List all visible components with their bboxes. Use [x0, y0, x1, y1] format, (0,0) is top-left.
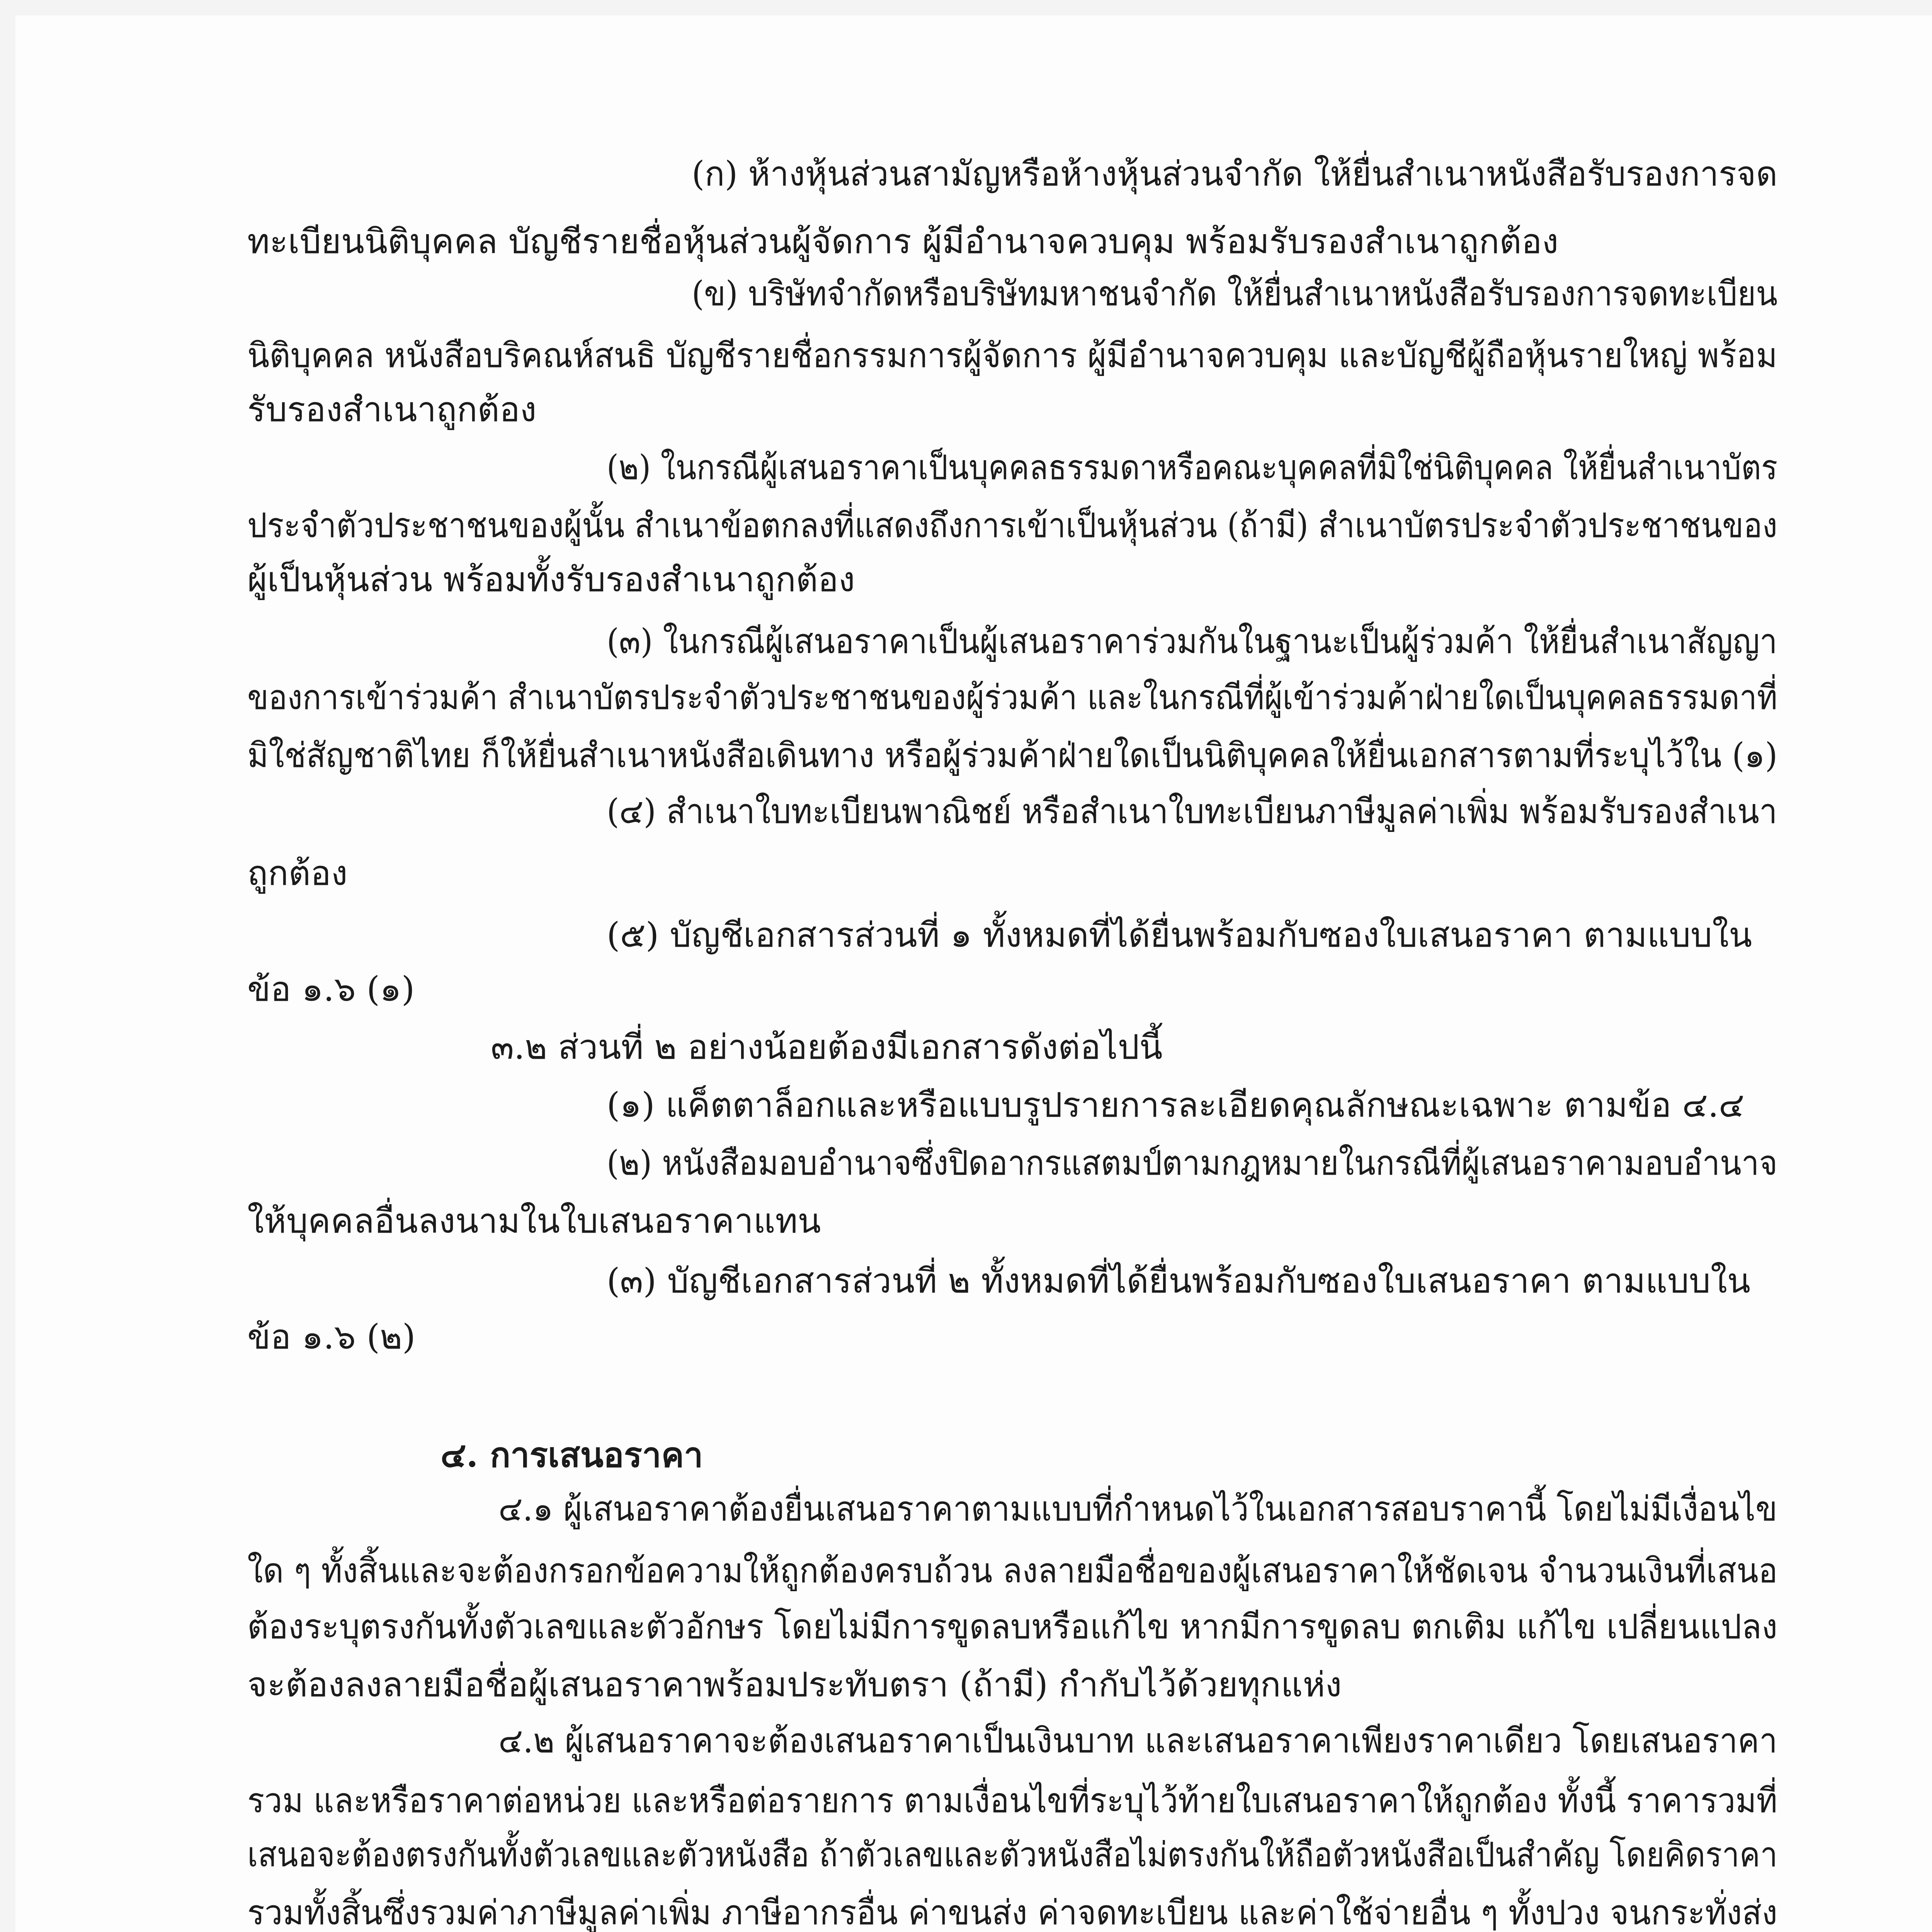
- text-line: (ก) ห้างหุ้นส่วนสามัญหรือห้างหุ้นส่วนจำกัด ให้ยื่นสำเนาหนังสือรับรองการจด: [692, 154, 1778, 194]
- text-line: (๑) แค็ตตาล็อกและหรือแบบรูปรายการละเอียดคุณลักษณะเฉพาะ ตามข้อ ๔.๔: [607, 1085, 1745, 1125]
- text-line: รวม และหรือราคาต่อหน่วย และหรือต่อรายการ ตามเงื่อนไขที่ระบุไว้ท้ายใบเสนอราคาให้ถูกต้อง ทั้งนี้ ราคารวมที่: [247, 1781, 1778, 1820]
- text-line: ผู้เป็นหุ้นส่วน พร้อมทั้งรับรองสำเนาถูกต้อง: [247, 560, 855, 599]
- text-line: (๓) ในกรณีผู้เสนอราคาเป็นผู้เสนอราคาร่วมกันในฐานะเป็นผู้ร่วมค้า ให้ยื่นสำเนาสัญญา: [607, 621, 1777, 661]
- text-line: ถูกต้อง: [247, 853, 348, 893]
- text-line: (๒) หนังสือมอบอำนาจซึ่งปิดอากรแสตมป์ตามกฎหมายในกรณีที่ผู้เสนอราคามอบอำนาจ: [607, 1143, 1778, 1183]
- text-line: นิติบุคคล หนังสือบริคณห์สนธิ บัญชีรายชื่อกรรมการผู้จัดการ ผู้มีอำนาจควบคุม และบัญชีผู้ถือหุ้นรายใหญ่ พร้อม: [247, 335, 1777, 375]
- text-line: ของการเข้าร่วมค้า สำเนาบัตรประจำตัวประชาชนของผู้ร่วมค้า และในกรณีที่ผู้เข้าร่วมค้าฝ่ายใดเป็นบุคคลธรรมดาที่: [247, 677, 1778, 717]
- text-line: (๕) บัญชีเอกสารส่วนที่ ๑ ทั้งหมดที่ได้ยื่นพร้อมกับซองใบเสนอราคา ตามแบบใน: [607, 915, 1752, 955]
- text-line: รับรองสำเนาถูกต้อง: [247, 389, 537, 429]
- section-heading: ๔. การเสนอราคา: [440, 1435, 703, 1475]
- text-line: ใด ๆ ทั้งสิ้นและจะต้องกรอกข้อความให้ถูกต้องครบถ้วน ลงลายมือชื่อของผู้เสนอราคาให้ชัดเจน จำนวนเงินที่เสนอ: [247, 1551, 1778, 1590]
- text-line: (๓) บัญชีเอกสารส่วนที่ ๒ ทั้งหมดที่ได้ยื่นพร้อมกับซองใบเสนอราคา ตามแบบใน: [607, 1261, 1750, 1301]
- text-line: เสนอจะต้องตรงกันทั้งตัวเลขและตัวหนังสือ ถ้าตัวเลขและตัวหนังสือไม่ตรงกันให้ถือตัวหนังสือเป็นสำคัญ โดยคิดราคา: [247, 1835, 1778, 1874]
- text-line: ข้อ ๑.๖ (๒): [247, 1317, 416, 1357]
- text-line: ทะเบียนนิติบุคคล บัญชีรายชื่อหุ้นส่วนผู้จัดการ ผู้มีอำนาจควบคุม พร้อมรับรองสำเนาถูกต้อง: [247, 221, 1559, 261]
- text-line: ข้อ ๑.๖ (๑): [247, 969, 415, 1009]
- text-line: ประจำตัวประชาชนของผู้นั้น สำเนาข้อตกลงที่แสดงถึงการเข้าเป็นหุ้นส่วน (ถ้ามี) สำเนาบัตรประจำตัวประชาชนของ: [247, 505, 1778, 545]
- text-line: ๓.๒ ส่วนที่ ๒ อย่างน้อยต้องมีเอกสารดังต่อไปนี้: [491, 1027, 1163, 1067]
- text-line: ๔.๑ ผู้เสนอราคาต้องยื่นเสนอราคาตามแบบที่กำหนดไว้ในเอกสารสอบราคานี้ โดยไม่มีเงื่อนไข: [498, 1489, 1777, 1529]
- text-line: ให้บุคคลอื่นลงนามในใบเสนอราคาแทน: [247, 1201, 821, 1241]
- text-line: ต้องระบุตรงกันทั้งตัวเลขและตัวอักษร โดยไม่มีการขูดลบหรือแก้ไข หากมีการขูดลบ ตกเติม แก้ไข เปลี่ยนแปลง: [247, 1607, 1778, 1646]
- text-line: มิใช่สัญชาติไทย ก็ให้ยื่นสำเนาหนังสือเดินทาง หรือผู้ร่วมค้าฝ่ายใดเป็นนิติบุคคลให้ยื่นเอกสารตามที่ระบุไว้ใน (๑): [247, 735, 1778, 775]
- text-line: จะต้องลงลายมือชื่อผู้เสนอราคาพร้อมประทับตรา (ถ้ามี) กำกับไว้ด้วยทุกแห่ง: [247, 1665, 1342, 1704]
- text-line: (๔) สำเนาใบทะเบียนพาณิชย์ หรือสำเนาใบทะเบียนภาษีมูลค่าเพิ่ม พร้อมรับรองสำเนา: [607, 791, 1777, 831]
- text-line: (ข) บริษัทจำกัดหรือบริษัทมหาชนจำกัด ให้ยื่นสำเนาหนังสือรับรองการจดทะเบียน: [692, 274, 1778, 313]
- text-line: ๔.๒ ผู้เสนอราคาจะต้องเสนอราคาเป็นเงินบาท และเสนอราคาเพียงราคาเดียว โดยเสนอราคา: [498, 1721, 1778, 1760]
- text-line: (๒) ในกรณีผู้เสนอราคาเป็นบุคคลธรรมดาหรือคณะบุคคลที่มิใช่นิติบุคคล ให้ยื่นสำเนาบัตร: [607, 447, 1778, 487]
- text-line: รวมทั้งสิ้นซึ่งรวมค่าภาษีมูลค่าเพิ่ม ภาษีอากรอื่น ค่าขนส่ง ค่าจดทะเบียน และค่าใช้จ่ายอื่น ๆ ทั้งปวง จนกระทั่งส่ง: [247, 1893, 1778, 1932]
